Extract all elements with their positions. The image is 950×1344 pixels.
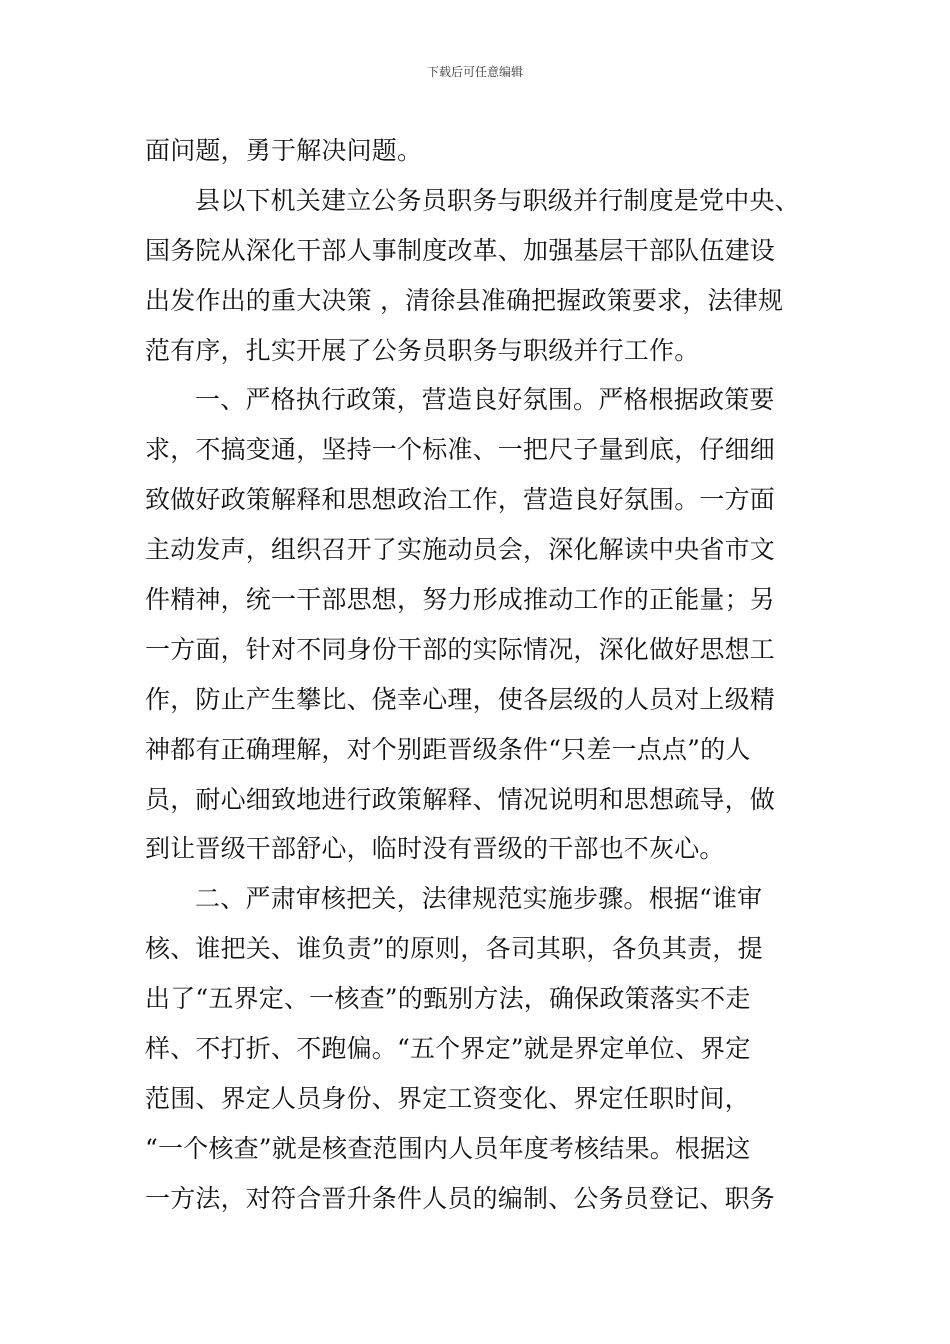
text-line: 作，防止产生攀比、侥幸心理，使各层级的人员对上级精 [145, 684, 776, 714]
text-line: 出发作出的重大决策 ，清徐县准确把握政策要求，法律规 [145, 285, 784, 315]
text-line: 范有序，扎实开展了公务员职务与职级并行工作。 [145, 335, 700, 365]
text-line: 国务院从深化干部人事制度改革、加强基层干部队伍建设 [145, 235, 776, 265]
text-line: 范围、界定人员身份、界定工资变化、界定任职时间， [145, 1083, 750, 1113]
text-line: 件精神，统一干部思想，努力形成推动工作的正能量；另 [145, 585, 776, 615]
text-line: 出了“五界定、一核查”的甄别方法，确保政策落实不走 [145, 984, 751, 1014]
text-line: 员，耐心细致地进行政策解释、情况说明和思想疏导，做 [145, 784, 776, 814]
text-line: 一、严格执行政策，营造良好氛围。严格根据政策要 [195, 385, 775, 415]
text-line: “一个核查”就是核查范围内人员年度考核结果。根据这 [145, 1133, 751, 1163]
page-header: 下载后可任意编辑 [426, 65, 523, 79]
text-line: 致做好政策解释和思想政治工作，营造良好氛围。一方面 [145, 485, 776, 515]
document-body [145, 126, 811, 1224]
text-line: 神都有正确理解，对个别距晋级条件“只差一点点”的人 [145, 734, 751, 764]
text-line: 核、谁把关、谁负责”的原则，各司其职，各负其责，提 [145, 934, 763, 964]
text-line: 到让晋级干部舒心，临时没有晋级的干部也不灰心。 [145, 834, 725, 864]
text-line: 二、严肃审核把关，法律规范实施步骤。根据“谁审 [195, 884, 763, 914]
text-line: 样、不打折、不跑偏。“五个界定”就是界定单位、界定 [145, 1034, 751, 1064]
text-line: 县以下机关建立公务员职务与职级并行制度是党中央、 [195, 185, 800, 215]
text-line: 面问题，勇于解决问题。 [145, 136, 423, 165]
text-line: 求，不搞变通，坚持一个标准、一把尺子量到底，仔细细 [145, 435, 776, 465]
text-line: 一方法，对符合晋升条件人员的编制、公务员登记、职务 [145, 1183, 776, 1213]
text-line: 主动发声，组织召开了实施动员会，深化解读中央省市文 [145, 535, 776, 565]
text-line: 一方面，针对不同身份干部的实际情况，深化做好思想工 [145, 634, 776, 664]
